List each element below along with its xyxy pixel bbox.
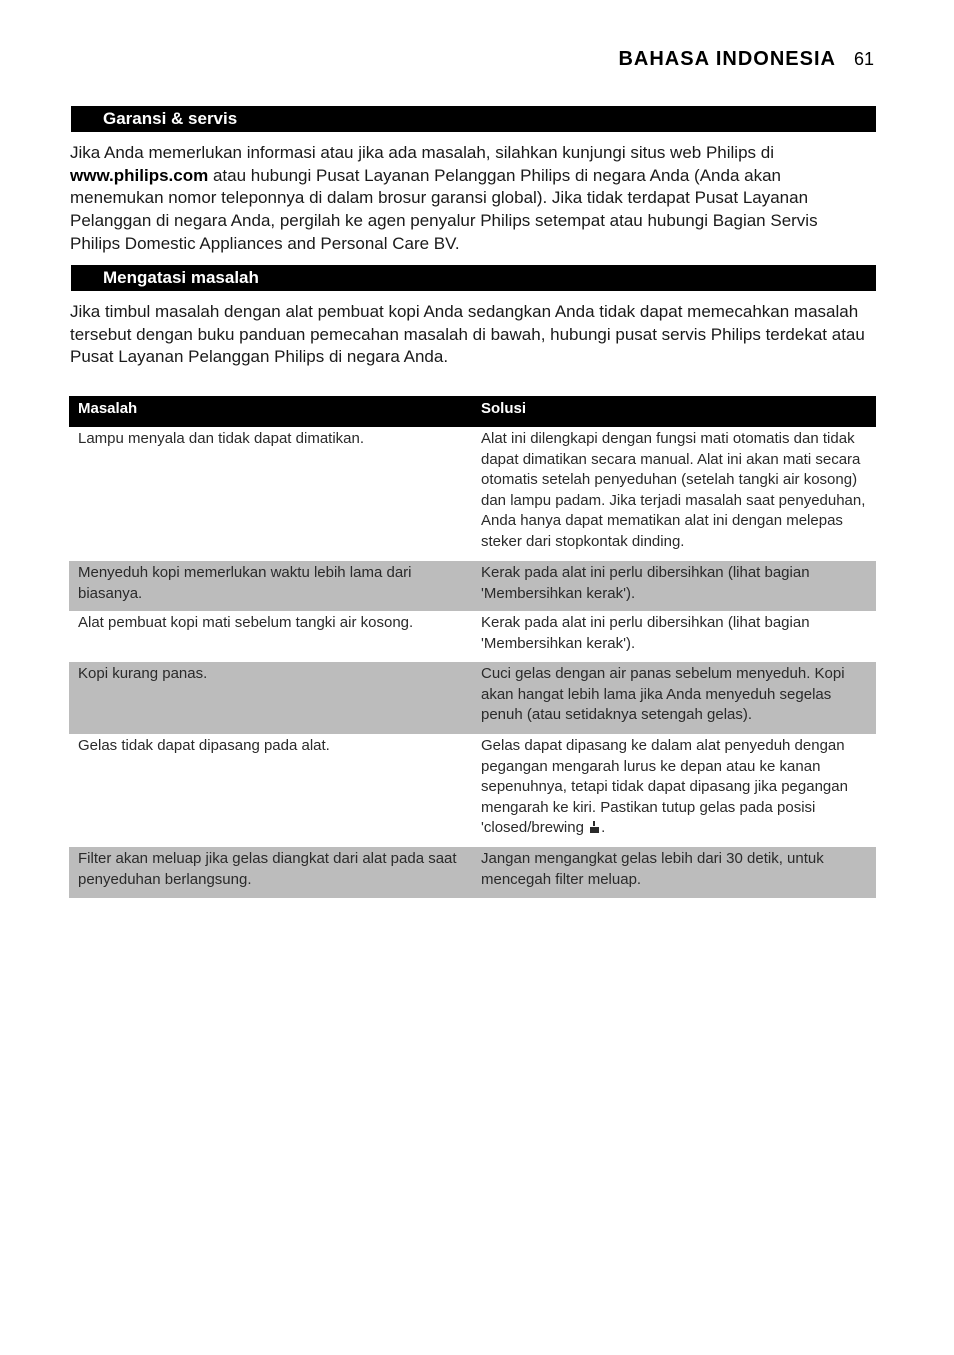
page-number: 61 <box>853 49 874 69</box>
troubleshooting-intro: Jika timbul masalah dengan alat pembuat kopi Anda sedangkan Anda tidak dapat memecahkan masalah tersebut dengan buku panduan pemecahan masalah di bawah, hubungi pusat servis Philips terdekat atau Pusat Layanan Pelanggan Philips di negara Anda. <box>70 302 865 367</box>
problem-cell: Alat pembuat kopi mati sebelum tangki air kosong. <box>78 614 414 631</box>
solution-cell <box>472 734 876 847</box>
closed-brewing-cup-icon <box>589 821 601 833</box>
solution-cell: Alat ini dilengkapi dengan fungsi mati otomatis dan tidak dapat dimatikan secara manual. Alat ini akan mati secara otomatis setelah penyeduhan (setelah tangki air kosong) dan lampu padam. Jika terjadi masalah saat penyeduhan, Anda hanya dapat mematikan alat ini dengan melepas steker dari stopkontak dinding. <box>481 430 866 550</box>
problem-cell: Gelas tidak dapat dipasang pada alat. <box>78 737 330 754</box>
philips-website-link[interactable]: www.philips.com <box>70 165 209 185</box>
solution-text-end: . <box>601 819 606 836</box>
table-row <box>69 847 876 898</box>
solution-cell: Jangan mengangkat gelas lebih dari 30 detik, untuk mencegah filter meluap. <box>481 850 824 888</box>
solution-text: Gelas dapat dipasang ke dalam alat penyeduh dengan pegangan mengarah lurus ke depan atau ke kanan sepenuhnya, tetapi tidak dapat dipasang jika pegangan mengarah ke kiri. Pastikan tutup gelas pada posisi 'closed/brewing <box>481 737 848 836</box>
problem-cell: Lampu menyala dan tidak dapat dimatikan. <box>78 430 365 447</box>
section-heading-troubleshooting: Mengatasi masalah <box>71 265 876 291</box>
page-header <box>618 48 874 71</box>
header-problem: Masalah <box>78 400 138 417</box>
table-row <box>69 734 876 847</box>
warranty-text-start: Jika Anda memerlukan informasi atau jika ada masalah, silahkan kunjungi situs web Philips di <box>70 143 774 162</box>
language-title: BAHASA INDONESIA <box>618 48 836 70</box>
solution-cell: Cuci gelas dengan air panas sebelum menyeduh. Kopi akan hangat lebih lama jika Anda menyeduh segelas penuh (atau setidaknya setengah gelas). <box>481 665 845 723</box>
problem-cell: Kopi kurang panas. <box>78 665 208 682</box>
table-row <box>69 561 876 611</box>
section-heading-warranty: Garansi & servis <box>71 106 876 132</box>
table-row <box>69 611 876 662</box>
solution-cell: Kerak pada alat ini perlu dibersihkan (lihat bagian 'Membersihkan kerak'). <box>481 614 810 652</box>
header-solution: Solusi <box>481 400 527 417</box>
problem-cell: Menyeduh kopi memerlukan waktu lebih lama dari biasanya. <box>78 564 412 602</box>
table-row <box>69 662 876 734</box>
warranty-paragraph <box>70 142 870 256</box>
warranty-text-end: atau hubungi Pusat Layanan Pelanggan Philips di negara Anda (Anda akan menemukan nomor teleponnya di dalam brosur garansi global). Jika tidak terdapat Pusat Layanan Pelanggan di negara Anda, pergilah ke agen penyalur Philips setempat atau hubungi Bagian Servis Philips Domestic Appliances and Personal Care BV. <box>70 165 818 253</box>
troubleshooting-table <box>69 396 876 898</box>
table-header <box>69 396 876 427</box>
problem-cell: Filter akan meluap jika gelas diangkat dari alat pada saat penyeduhan berlangsung. <box>78 850 457 888</box>
solution-cell: Kerak pada alat ini perlu dibersihkan (lihat bagian 'Membersihkan kerak'). <box>481 564 810 602</box>
table-row <box>69 427 876 561</box>
